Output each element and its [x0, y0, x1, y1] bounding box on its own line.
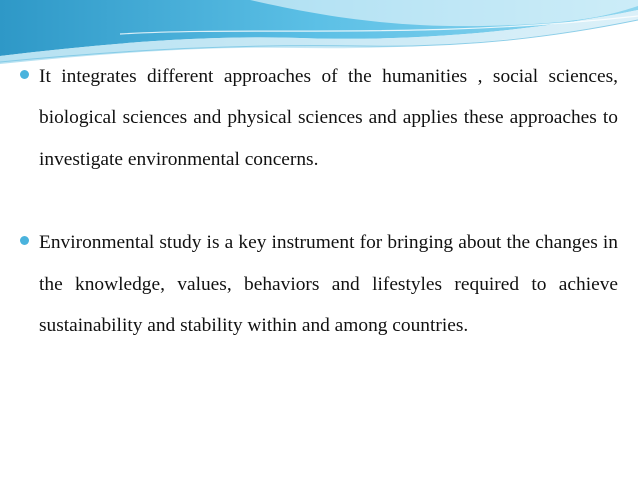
slide-body [20, 56, 618, 346]
bullet-dot-icon [20, 236, 29, 245]
bullet-text: Environmental study is a key instrument for bringing about the changes in the knowledge, values, behaviors and lifestyles required to achieve sustainability and stability within and among countries. [39, 232, 618, 337]
bullet-dot-icon [20, 70, 29, 79]
bullet-text: It integrates different approaches of the humanities , social sciences, biological sciences and physical sciences and applies these approaches to investigate environmental concerns. [39, 66, 618, 170]
bullet-item [20, 222, 618, 346]
bullet-item [20, 56, 618, 180]
